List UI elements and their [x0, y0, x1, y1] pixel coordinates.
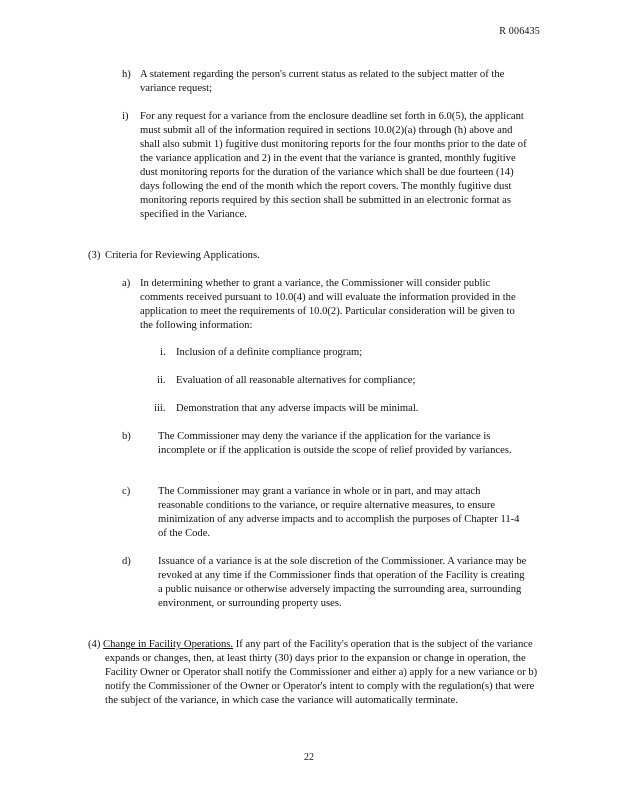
item-h-text: A statement regarding the person's current status as related to the subject matter of the variance request;	[140, 69, 505, 94]
sub-item-iii-text: Demonstration that any adverse impacts will be minimal.	[176, 403, 419, 414]
item-3d-label: d)	[122, 556, 131, 567]
section-4-text: If any part of the Facility's operation that is the subject of the variance expands or changes, then, at least thirty (30) days prior to the expansion or change in operation, the Facility Owner or Operator shall notify the Commissioner and either a) apply for a new variance or b) notify the Commissioner of the Owner or Operator's intent to comply with the regulation(s) that were the subject of the variance, in which case the variance will automatically terminate.	[105, 639, 538, 706]
section-3-title: Criteria for Reviewing Applications.	[105, 250, 260, 261]
item-h-label: h)	[122, 69, 131, 80]
bates-number: R 006435	[499, 26, 540, 37]
item-i-text: For any request for a variance from the enclosure deadline set forth in 6.0(5), the applicant must submit all of the information required in sections 10.0(2)(a) through (h) above and shall also submit 1) fugitive dust monitoring reports for the four months prior to the date of the variance application and 2) in the event that the variance is granted, monthly fugitive dust monitoring reports for the duration of the variance which shall be due fourteen (14) days following the end of the month which the report covers. The monthly fugitive dust monitoring reports required by this section shall be submitted in an electronic format as specified in the Variance.	[140, 111, 527, 220]
sub-item-i-label: i.	[160, 347, 166, 358]
item-3a-text: In determining whether to grant a variance, the Commissioner will consider public comments received pursuant to 10.0(4) and will evaluate the information provided in the application to meet the requirements of 10.0(2). Particular consideration will be given to the following information:	[140, 278, 516, 331]
sub-item-ii-text: Evaluation of all reasonable alternatives for compliance;	[176, 375, 416, 386]
item-i-label: i)	[122, 111, 129, 122]
sub-item-ii-label: ii.	[157, 375, 166, 386]
item-3d-text: Issuance of a variance is at the sole discretion of the Commissioner. A variance may be revoked at any time if the Commissioner finds that operation of the Facility is creating a public nuisance or otherwise adversely impacting the surrounding area, surrounding environment, or surrounding property uses.	[158, 556, 527, 609]
item-3b-label: b)	[122, 431, 131, 442]
sub-item-i-text: Inclusion of a definite compliance program;	[176, 347, 363, 358]
section-4-paragraph	[88, 638, 543, 708]
section-4-number: (4)	[88, 639, 101, 650]
sub-item-iii-label: iii.	[154, 403, 166, 414]
item-3c-label: c)	[122, 486, 131, 497]
item-3b-text: The Commissioner may deny the variance if the application for the variance is incomplete or if the application is outside the scope of relief provided by variances.	[158, 431, 512, 456]
section-4-title: Change in Facility Operations.	[103, 639, 234, 650]
item-3a-label: a)	[122, 278, 131, 289]
page-number: 22	[304, 752, 314, 763]
item-3c-text: The Commissioner may grant a variance in whole or in part, and may attach reasonable conditions to the variance, or require alternative measures, to ensure minimization of any adverse impacts and to accomplish the purposes of Chapter 11-4 of the Code.	[158, 486, 520, 539]
section-3-label: (3)	[88, 250, 101, 261]
